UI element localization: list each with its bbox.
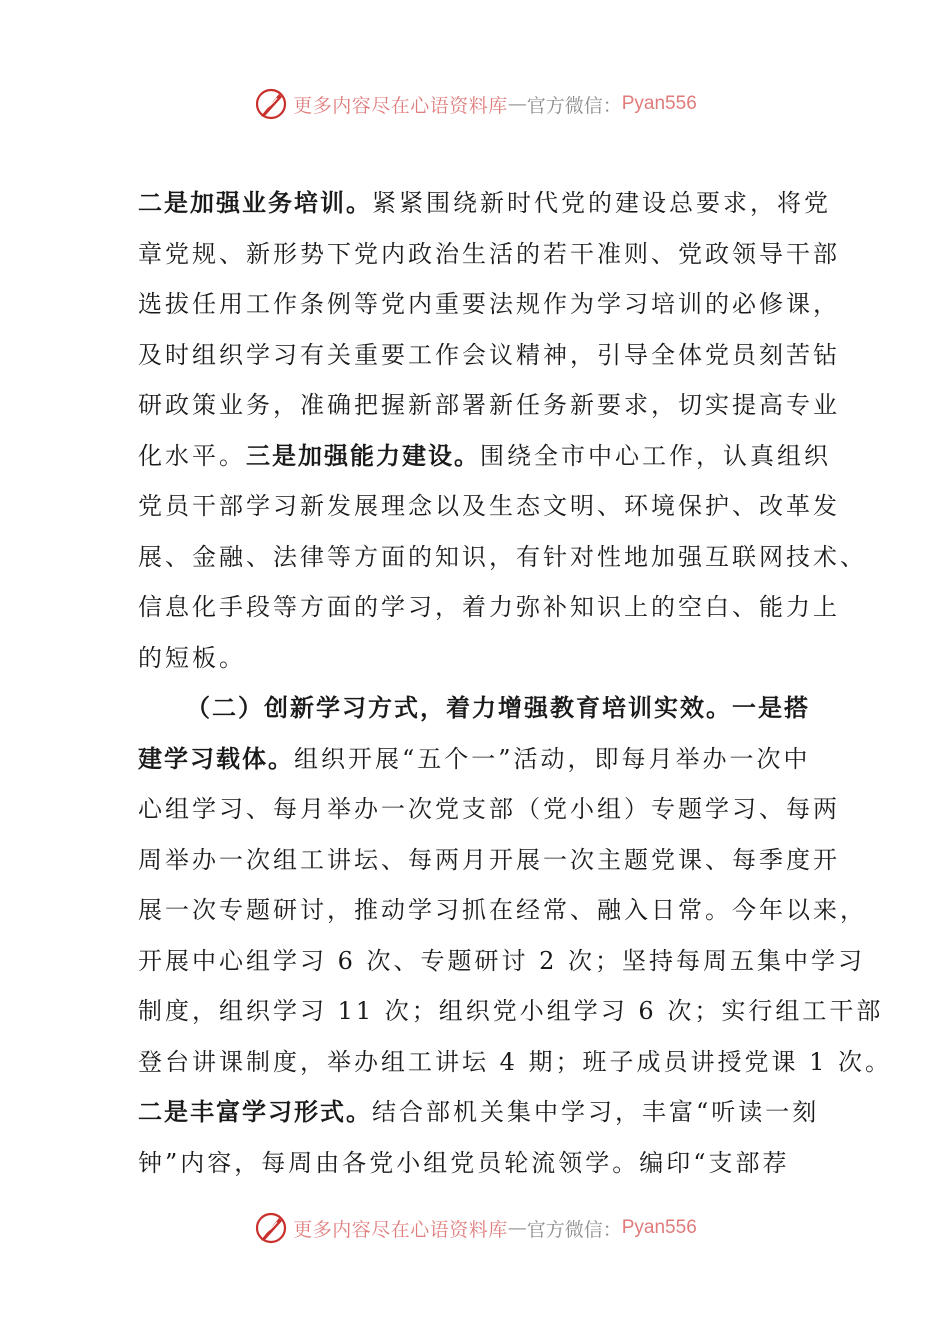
text-line: 二是加强业务培训。紧紧围绕新时代党的建设总要求，将党 (138, 189, 831, 217)
text-line: 研政策业务，准确把握新部署新任务新要求，切实提高专业 (138, 391, 840, 419)
text-line: 心组学习、每月举办一次党支部（党小组）专题学习、每两 (138, 795, 840, 823)
text-line: 及时组织学习有关重要工作会议精神，引导全体党员刻苦钻 (138, 341, 840, 369)
watermark-text: 更多内容尽在心语资料库 (293, 1218, 508, 1241)
text-line: 的短板。 (138, 644, 246, 672)
text-line: 二是丰富学习形式。结合部机关集中学习，丰富“听读一刻 (138, 1098, 820, 1126)
text-line: 周举办一次组工讲坛、每两月开展一次主题党课、每季度开 (138, 846, 840, 874)
quill-logo-icon (253, 86, 289, 122)
text-line: 选拔任用工作条例等党内重要法规作为学习培训的必修课， (138, 290, 840, 318)
text-line: 展、金融、法律等方面的知识，有针对性地加强互联网技术、 (138, 543, 867, 571)
watermark-wechat-id: Pyan556 (621, 93, 697, 114)
watermark-separator: — (507, 93, 527, 115)
text-line: 信息化手段等方面的学习，着力弥补知识上的空白、能力上 (138, 593, 840, 621)
text-line: 展一次专题研讨，推动学习抓在经常、融入日常。今年以来， (138, 896, 867, 924)
text-line: 登台讲课制度，举办组工讲坛 4 期；班子成员讲授党课 1 次。 (138, 1048, 893, 1076)
text-line: 化水平。三是加强能力建设。围绕全市中心工作，认真组织 (138, 442, 831, 470)
text-line: 制度，组织学习 11 次；组织党小组学习 6 次；实行组工干部 (138, 997, 884, 1025)
text-line: 党员干部学习新发展理念以及生态文明、环境保护、改革发 (138, 492, 840, 520)
text-line: 钟”内容，每周由各党小组党员轮流领学。编印“支部荐 (138, 1149, 790, 1177)
text-line: 建学习载体。组织开展“五个一”活动，即每月举办一次中 (138, 745, 811, 773)
watermark-separator: — (507, 1217, 527, 1239)
quill-logo-icon (253, 1210, 289, 1246)
text-line: 开展中心组学习 6 次、专题研讨 2 次；坚持每周五集中学习 (138, 947, 866, 975)
watermark-wechat-label: 官方微信： (526, 1218, 622, 1241)
watermark-text: 更多内容尽在心语资料库 (293, 94, 508, 117)
watermark-wechat-label: 官方微信： (526, 94, 622, 117)
watermark-banner-top (0, 84, 950, 124)
watermark-wechat-id: Pyan556 (621, 1217, 697, 1238)
section-heading: （二）创新学习方式，着力增强教育培训实效。一是搭 (186, 694, 810, 722)
watermark-banner-bottom (0, 1208, 950, 1248)
text-line: 章党规、新形势下党内政治生活的若干准则、党政领导干部 (138, 240, 840, 268)
